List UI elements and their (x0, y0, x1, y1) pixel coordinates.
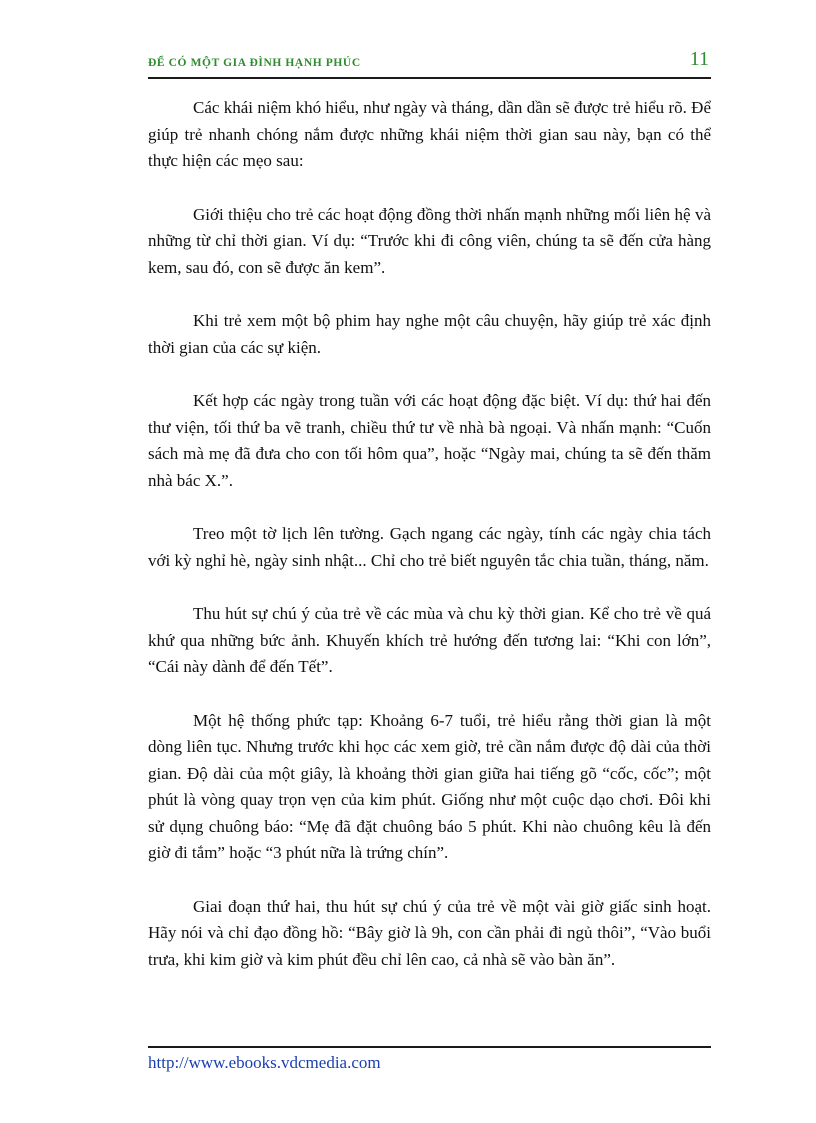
footer-website-link[interactable]: http://www.ebooks.vdcmedia.com (148, 1053, 381, 1072)
page-number: 11 (689, 48, 709, 70)
footer-divider (148, 1046, 711, 1048)
paragraph-4: Kết hợp các ngày trong tuần với các hoạt động đặc biệt. Ví dụ: thứ hai đến thư viện, tối thứ ba vẽ tranh, chiều thứ tư về nhà bà ngoại. Và nhấn mạnh: “Cuốn sách mà mẹ đã đưa cho con tối hôm qua”, hoặc “Ngày mai, chúng ta sẽ đến thăm nhà bác X.”. (148, 391, 711, 490)
paragraph-2: Giới thiệu cho trẻ các hoạt động đồng thời nhấn mạnh những mối liên hệ và những từ chỉ thời gian. Ví dụ: “Trước khi đi công viên, chúng ta sẽ đến cửa hàng kem, sau đó, con sẽ được ăn kem”. (148, 204, 711, 277)
header-divider (148, 77, 711, 79)
running-header-title: ĐỂ CÓ MỘT GIA ĐÌNH HẠNH PHÚC (148, 57, 361, 69)
paragraph-1: Các khái niệm khó hiểu, như ngày và tháng, dần dần sẽ được trẻ hiểu rõ. Để giúp trẻ nhanh chóng nắm được những khái niệm thời gian sau này, bạn có thể thực hiện các mẹo sau: (148, 98, 711, 170)
paragraph-3: Khi trẻ xem một bộ phim hay nghe một câu chuyện, hãy giúp trẻ xác định thời gian của các sự kiện. (148, 311, 711, 357)
page-header (148, 48, 711, 78)
page-body (148, 95, 711, 1000)
paragraph-8: Giai đoạn thứ hai, thu hút sự chú ý của trẻ về một vài giờ giấc sinh hoạt. Hãy nói và chỉ đạo đồng hồ: “Bây giờ là 9h, con cần phải đi ngủ thôi”, “Vào buổi trưa, khi kim giờ và kim phút đều chỉ lên cao, cả nhà sẽ vào bàn ăn”. (148, 896, 711, 969)
paragraph-7: Một hệ thống phức tạp: Khoảng 6-7 tuổi, trẻ hiểu rằng thời gian là một dòng liên tục. Nhưng trước khi học các xem giờ, trẻ cần nắm được độ dài của thời gian. Độ dài của một giây, là khoảng thời gian giữa hai tiếng gõ “cốc, cốc”; một phút là vòng quay trọn vẹn của kim phút. Giống như một cuộc dạo chơi. Đôi khi sử dụng chuông báo: “Mẹ đã đặt chuông báo 5 phút. Khi nào chuông kêu là đến giờ đi tắm” hoặc “3 phút nữa là trứng chín”. (148, 710, 711, 862)
paragraph-6: Thu hút sự chú ý của trẻ về các mùa và chu kỳ thời gian. Kể cho trẻ về quá khứ qua những bức ảnh. Khuyến khích trẻ hướng đến tương lai: “Khi con lớn”, “Cái này dành để đến Tết”. (148, 604, 711, 676)
paragraph-5: Treo một tờ lịch lên tường. Gạch ngang các ngày, tính các ngày chia tách với kỳ nghỉ hè, ngày sinh nhật... Chỉ cho trẻ biết nguyên tắc chia tuần, tháng, năm. (148, 524, 711, 570)
